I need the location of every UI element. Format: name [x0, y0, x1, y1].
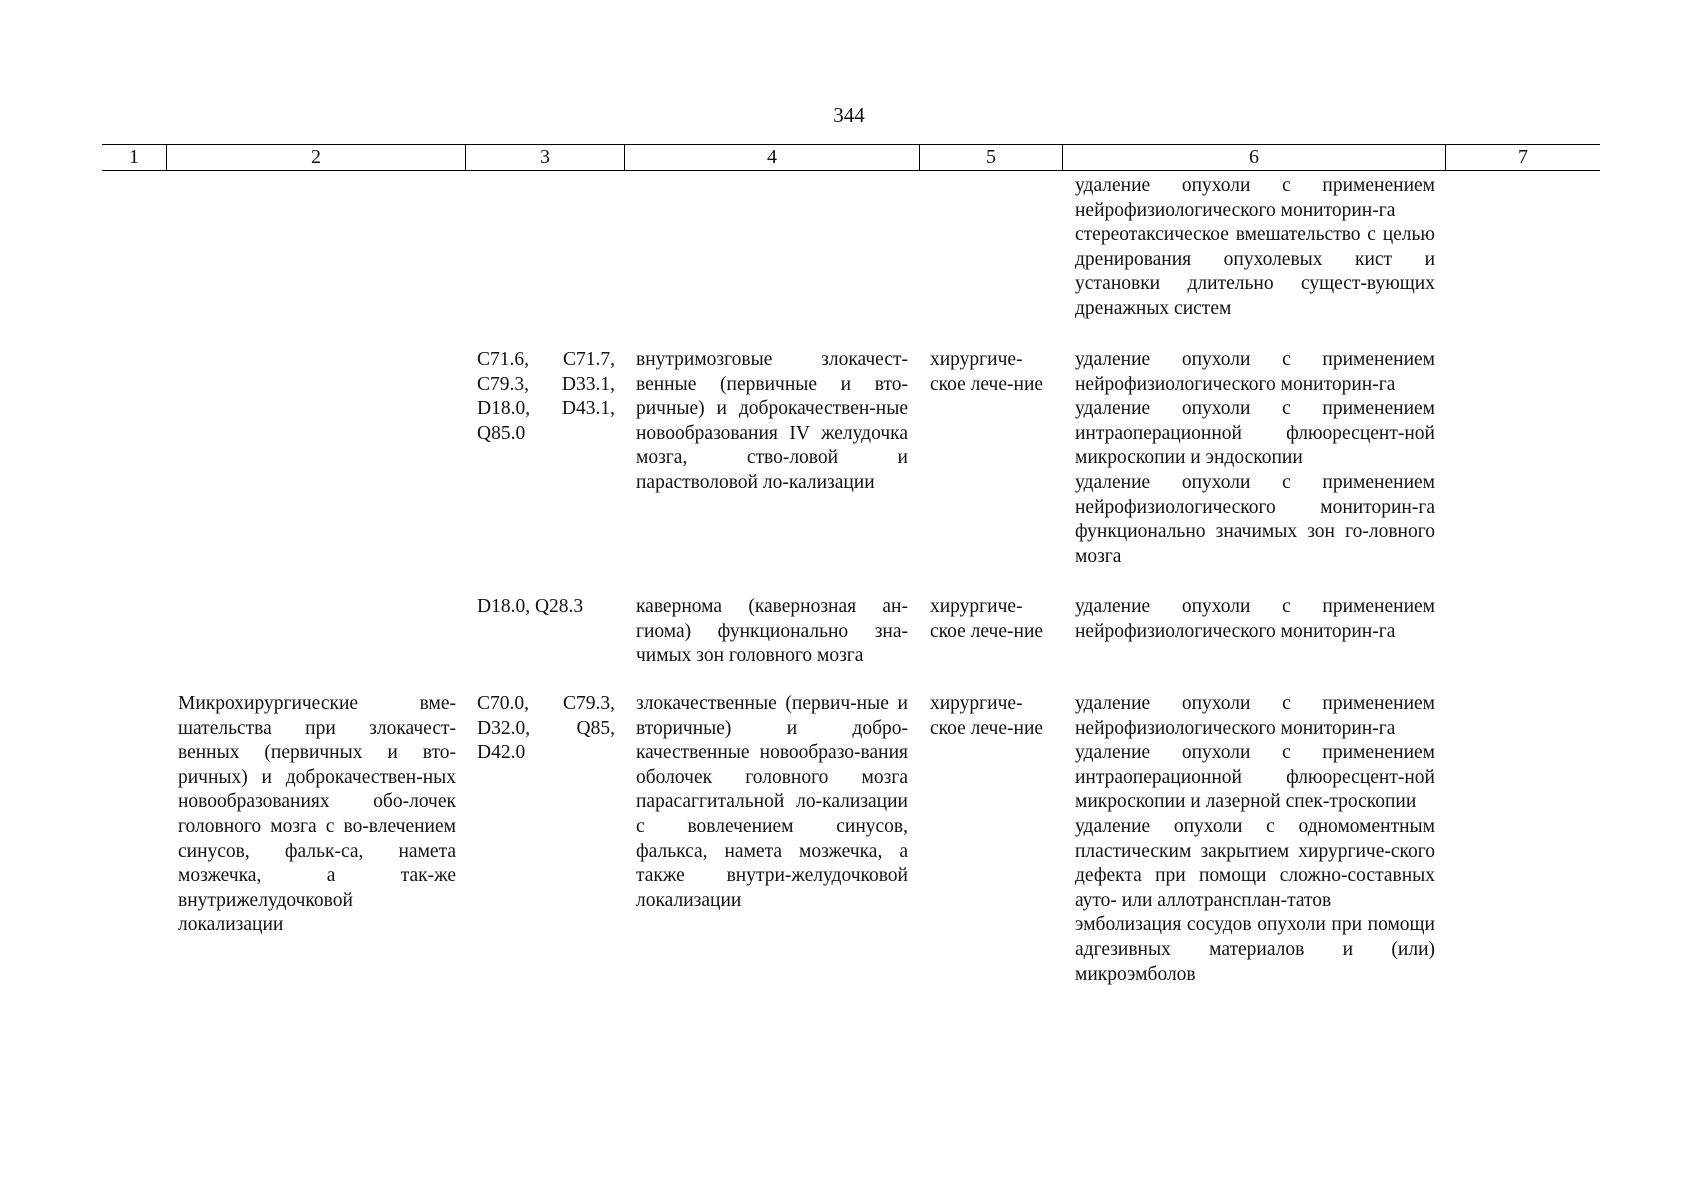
method-item: эмболизация сосудов опухоли при помощи адгезивных материалов и (или) микроэмболов [1075, 914, 1435, 985]
column-header-5: 5 [920, 145, 1063, 170]
method-item: удаление опухоли с применением интраоперационной флюоресцент-ной микроскопии и эндоскопии [1075, 398, 1435, 469]
page-number: 344 [833, 103, 865, 127]
column-header-4: 4 [625, 145, 920, 170]
row-b-condition: кавернома (кавернозная ан-гиома) функционально зна-чимых зон головного мозга [636, 596, 908, 667]
row-b-codes: D18.0, Q28.3 [477, 596, 584, 617]
method-item: стереотаксическое вмешательство с целью дренирования опухолевых кист и установки длительно сущест-вующих дренажных систем [1075, 224, 1435, 319]
row-b-methods [1075, 595, 1435, 644]
row-c-treatment: хирургиче-ское лече-ние [930, 693, 1044, 739]
column-header-1: 1 [102, 145, 167, 170]
method-item: удаление опухоли с применением интраоперационной флюоресцент-ной микроскопии и лазерной спек-троскопии [1075, 742, 1435, 813]
method-item: удаление опухоли с применением нейрофизиологического мониторин-га [1075, 596, 1435, 642]
continuation-methods [1075, 174, 1435, 322]
row-c-codes: C70.0, C79.3, D32.0, Q85, D42.0 [477, 693, 615, 764]
column-header-3: 3 [466, 145, 625, 170]
row-c-intervention: Микрохирургические вме-шательства при злокачест-венных (первичных и вто-ричных) и доброкачествен-ных новообразованиях обо-лочек головного мозга с во-влечением синусов, фальк-са, намета мозжечка, а так-же внутрижелудочковой локализации [178, 693, 456, 936]
row-a-methods [1075, 348, 1435, 569]
row-c-methods [1075, 692, 1435, 987]
row-a-treatment: хирургиче-ское лече-ние [930, 349, 1044, 395]
column-header-7: 7 [1518, 146, 1528, 168]
row-c-condition: злокачественные (первич-ные и вторичные) и добро-качественные новообразо-вания оболочек головного мозга парасаггитальной ло-кализации с вовлечением синусов, фалькса, намета мозжечка, а также внутри-желудочковой локализации [636, 693, 908, 911]
method-item: удаление опухоли с применением нейрофизиологического мониторин-га [1075, 693, 1435, 739]
method-item: удаление опухоли с одномоментным пластическим закрытием хирургиче-ского дефекта при помощи сложно-составных ауто- или аллотрансплан-татов [1075, 815, 1435, 911]
table-header-row [102, 144, 1600, 171]
row-a-condition: внутримозговые злокачест-венные (первичные и вто-ричные) и доброкачествен-ные новообразования IV желудочка мозга, ство-ловой и парастволовой ло-кализации [636, 349, 908, 493]
method-item: удаление опухоли с применением нейрофизиологического мониторин-га функционально значимых зон го-ловного мозга [1075, 471, 1435, 567]
method-item: удаление опухоли с применением нейрофизиологического мониторин-га [1075, 175, 1435, 221]
method-item: удаление опухоли с применением нейрофизиологического мониторин-га [1075, 349, 1435, 395]
column-header-2: 2 [167, 145, 466, 170]
column-header-6: 6 [1063, 145, 1446, 170]
row-b-treatment: хирургиче-ское лече-ние [930, 596, 1044, 642]
row-a-codes: C71.6, C71.7, C79.3, D33.1, D18.0, D43.1, Q85.0 [477, 349, 615, 444]
